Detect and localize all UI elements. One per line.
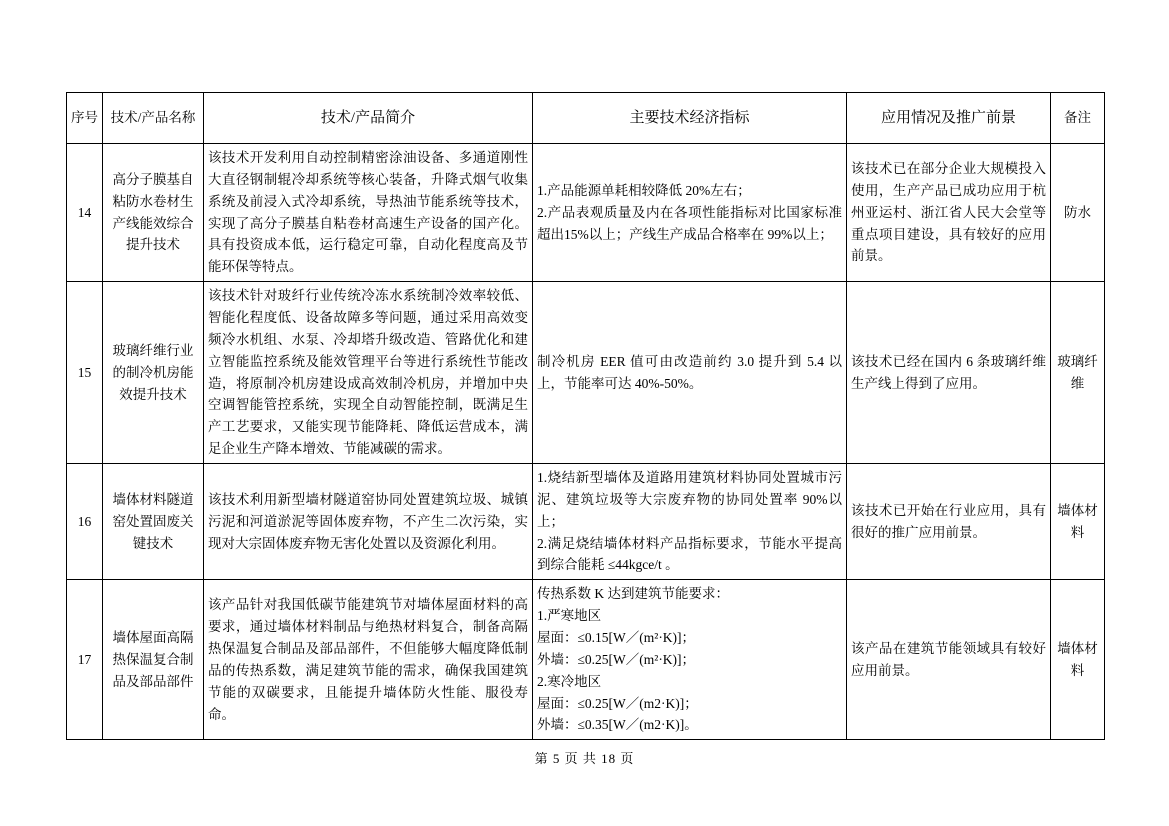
spec-line: 2.满足烧结墙体材料产品指标要求，节能水平提高到综合能耗 ≤44kgce/t 。 [537, 535, 842, 573]
cell-intro: 该技术针对玻纤行业传统冷冻水系统制冷效率较低、智能化程度低、设备故障多等问题，通过采用高效变频冷水机组、水泵、冷却塔升级改造、管路优化和建立智能监控系统及能效管理平台等进行系统性节能改造，将原制冷机房建设成高效制冷机房，并增加中央空调智能管控系统，实现全自动智能控制，既满足生产工艺要求，又能实现节能降耗、降低运营成本，满足企业生产降本增效、节能减碳的需求。 [204, 282, 533, 464]
table-row [67, 144, 1105, 282]
cell-spec [533, 580, 847, 740]
cell-spec [533, 144, 847, 282]
cell-index: 15 [67, 282, 103, 464]
cell-name: 高分子膜基自粘防水卷材生产线能效综合提升技术 [103, 144, 204, 282]
page-footer: 第 5 页 共 18 页 [534, 751, 635, 766]
spec-line: 2.寒冷地区 [537, 673, 602, 689]
spec-line: 制冷机房 EER 值可由改造前约 3.0 提升到 5.4 以上，节能率可达 40%-50%。 [537, 353, 842, 391]
spec-line: 屋面：≤0.25[W／(m2·K)]； [537, 695, 698, 711]
cell-application: 该产品在建筑节能领域具有较好应用前景。 [847, 580, 1051, 740]
cell-name: 玻璃纤维行业的制冷机房能效提升技术 [103, 282, 204, 464]
spec-line: 1.烧结新型墙体及道路用建筑材料协同处置城市污泥、建筑垃圾等大宗废弃物的协同处置率 90%以上； [537, 470, 842, 529]
table-body [67, 144, 1105, 740]
column-header-name: 技术/产品名称 [103, 93, 204, 144]
spec-line: 屋面：≤0.15[W／(m²·K)]； [537, 630, 696, 646]
spec-line: 2.产品表观质量及内在各项性能指标对比国家标准超出15%以上；产线生产成品合格率在 99%以上； [537, 204, 842, 242]
spec-line: 外墙：≤0.25[W／(m²·K)]； [537, 651, 696, 667]
cell-spec [533, 464, 847, 580]
cell-intro: 该技术开发利用自动控制精密涂油设备、多通道刚性大直径钢制辊冷却系统等核心装备，升降式烟气收集系统及前浸入式冷却系统，导热油节能系统等技术，实现了高分子膜基自粘卷材高速生产设备的国产化。具有投资成本低，运行稳定可靠，自动化程度高及节能环保等特点。 [204, 144, 533, 282]
technology-catalog-table-wrapper [66, 92, 1104, 740]
cell-index: 14 [67, 144, 103, 282]
cell-application: 该技术已开始在行业应用，具有很好的推广应用前景。 [847, 464, 1051, 580]
cell-note: 墙体材料 [1051, 464, 1105, 580]
cell-note: 玻璃纤维 [1051, 282, 1105, 464]
cell-application: 该技术已在部分企业大规模投入使用，生产产品已成功应用于杭州亚运村、浙江省人民大会堂等重点项目建设，具有较好的应用前景。 [847, 144, 1051, 282]
spec-line: 传热系数 K 达到建筑节能要求： [537, 586, 729, 602]
cell-name: 墙体材料隧道窑处置固废关键技术 [103, 464, 204, 580]
column-header-spec: 主要技术经济指标 [533, 93, 847, 144]
cell-index: 16 [67, 464, 103, 580]
table-header [67, 93, 1105, 144]
cell-note: 墙体材料 [1051, 580, 1105, 740]
cell-intro: 该产品针对我国低碳节能建筑节对墙体屋面材料的高要求，通过墙体材料制品与绝热材料复合，制备高隔热保温复合制品及部品部件，不但能够大幅度降低制品的传热系数，满足建筑节能的需求，确保我国建筑节能的双碳要求，且能提升墙体防火性能、服役寿命。 [204, 580, 533, 740]
cell-name: 墙体屋面高隔热保温复合制品及部品部件 [103, 580, 204, 740]
table-row [67, 464, 1105, 580]
spec-line: 1.严寒地区 [537, 608, 602, 624]
cell-note: 防水 [1051, 144, 1105, 282]
cell-index: 17 [67, 580, 103, 740]
column-header-intro: 技术/产品简介 [204, 93, 533, 144]
spec-line: 1.产品能源单耗相较降低 20%左右； [537, 182, 751, 198]
column-header-index: 序号 [67, 93, 103, 144]
table-header-row [67, 93, 1105, 144]
table-row [67, 282, 1105, 464]
cell-spec [533, 282, 847, 464]
table-row [67, 580, 1105, 740]
cell-application: 该技术已经在国内 6 条玻璃纤维生产线上得到了应用。 [847, 282, 1051, 464]
spec-line: 外墙：≤0.35[W／(m2·K)]。 [537, 717, 698, 733]
column-header-application: 应用情况及推广前景 [847, 93, 1051, 144]
technology-catalog-table [66, 92, 1105, 740]
column-header-note: 备注 [1051, 93, 1105, 144]
cell-intro: 该技术利用新型墙材隧道窑协同处置建筑垃圾、城镇污泥和河道淤泥等固体废弃物，不产生二次污染，实现对大宗固体废弃物无害化处置以及资源化利用。 [204, 464, 533, 580]
